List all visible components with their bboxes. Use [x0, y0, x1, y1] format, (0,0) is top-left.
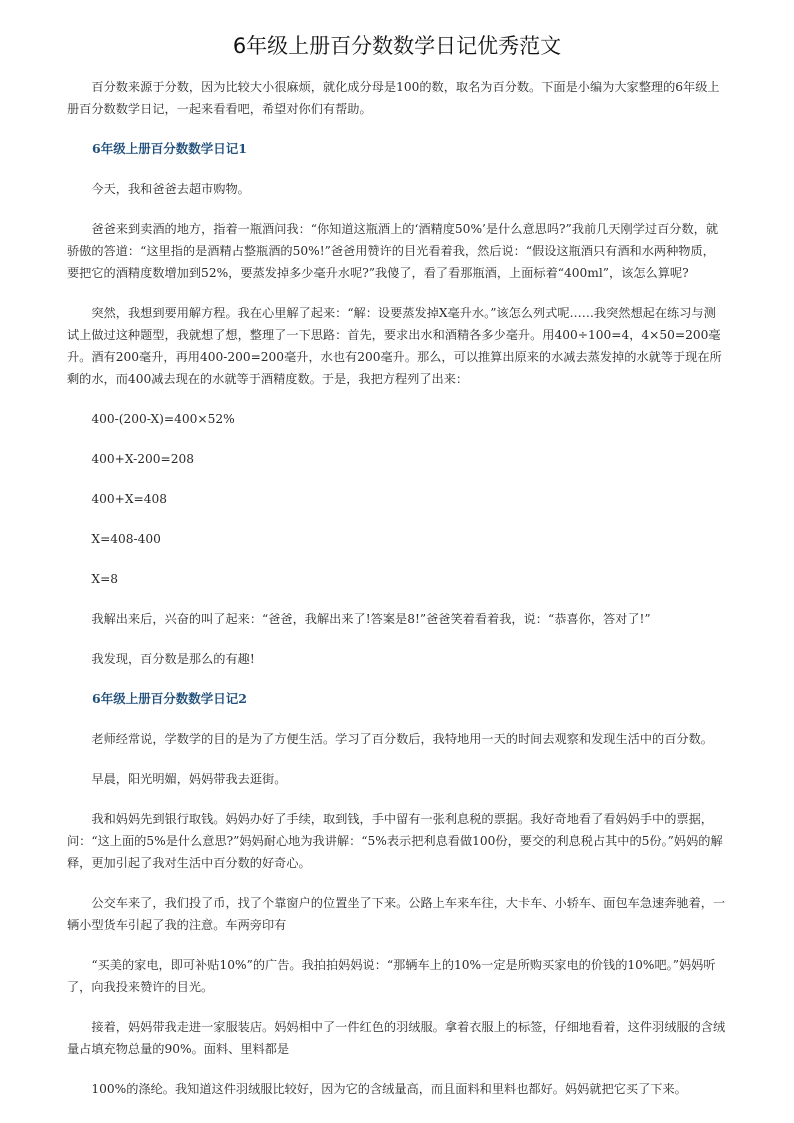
- paragraph: 爸爸来到卖酒的地方，指着一瓶酒问我：“你知道这瓶酒上的‘酒精度50%’是什么意思吗?”我前几天刚学过百分数，就骄傲的答道：“这里指的是酒精占整瓶酒的50%!”爸爸用赞许的目光看着我，然后说：“假设这瓶酒只有酒和水两种物质，要把它的酒精度数增加到52%，要蒸发掉多少毫升水呢?”我傻了，看了看那瓶酒，上面标着“400ml”，该怎么算呢?: [67, 222, 719, 280]
- paragraph: 接着，妈妈带我走进一家服装店。妈妈相中了一件红色的羽绒服。拿着衣服上的标签，仔细地看着，这件羽绒服的含绒量占填充物总量的90%。面料、里料都是: [67, 1020, 726, 1056]
- intro-paragraph: 百分数来源于分数，因为比较大小很麻烦，就化成分母是100的数，取名为百分数。下面是小编为大家整理的6年级上册百分数数学日记，一起来看看吧，希望对你们有帮助。: [67, 80, 720, 116]
- paragraph: 我和妈妈先到银行取钱。妈妈办好了手续，取到钱，手中留有一张利息税的票据。我好奇地看了看妈妈手中的票据，问：“这上面的5%是什么意思?”妈妈耐心地为我讲解：“5%表示把利息看做100份，要交的利息税占其中的5份。”妈妈的解释，更加引起了我对生活中百分数的好奇心。: [67, 812, 723, 870]
- paragraph: 今天，我和爸爸去超市购物。: [91, 182, 250, 196]
- paragraph: 公交车来了，我们投了币，找了个靠窗户的位置坐了下来。公路上车来车往，大卡车、小轿车、面包车急速奔驰着，一辆小型货车引起了我的注意。车两旁印有: [67, 896, 726, 932]
- paragraph: 早晨，阳光明媚，妈妈带我去逛街。: [91, 772, 287, 786]
- equation: 400+X=408: [91, 492, 168, 506]
- equation: 400-(200-X)=400×52%: [91, 412, 235, 426]
- paragraph: 100%的涤纶。我知道这件羽绒服比较好，因为它的含绒量高，而且面料和里料也都好。妈妈就把它买了下来。: [91, 1082, 687, 1096]
- paragraph: 突然，我想到要用解方程。我在心里解了起来：“解：设要蒸发掉X毫升水。”该怎么列式呢……我突然想起在练习与测试上做过这种题型，我就想了想，整理了一下思路：首先，要求出水和酒精各多少毫升。用400÷100=4，4×50=200毫升。酒有200毫升，再用400-200=200毫升，水也有200毫升。那么，可以推算出原来的水减去蒸发掉的水就等于现在所剩的水，而400减去现在的水就等于酒精度数。于是，我把方程列了出来：: [67, 306, 722, 386]
- document-body: [67, 76, 727, 1118]
- document-title: 6年级上册百分数数学日记优秀范文: [232, 34, 562, 58]
- equation: 400+X-200=208: [91, 452, 194, 466]
- paragraph: 我发现，百分数是那么的有趣!: [91, 652, 255, 666]
- paragraph: “买美的家电，即可补贴10%”的广告。我拍拍妈妈说：“那辆车上的10%一定是所购买家电的价钱的10%吧。”妈妈听了，向我投来赞许的目光。: [67, 958, 716, 994]
- equation: X=408-400: [91, 532, 161, 546]
- diary2-heading: 6年级上册百分数数学日记2: [92, 691, 247, 706]
- paragraph: 老师经常说，学数学的目的是为了方便生活。学习了百分数后，我特地用一天的时间去观察和发现生活中的百分数。: [91, 732, 713, 746]
- paragraph: 我解出来后，兴奋的叫了起来：“爸爸，我解出来了!答案是8!”爸爸笑着看着我，说：“恭喜你，答对了!”: [91, 612, 651, 626]
- equation: X=8: [91, 572, 119, 586]
- diary1-heading: 6年级上册百分数数学日记1: [92, 141, 247, 156]
